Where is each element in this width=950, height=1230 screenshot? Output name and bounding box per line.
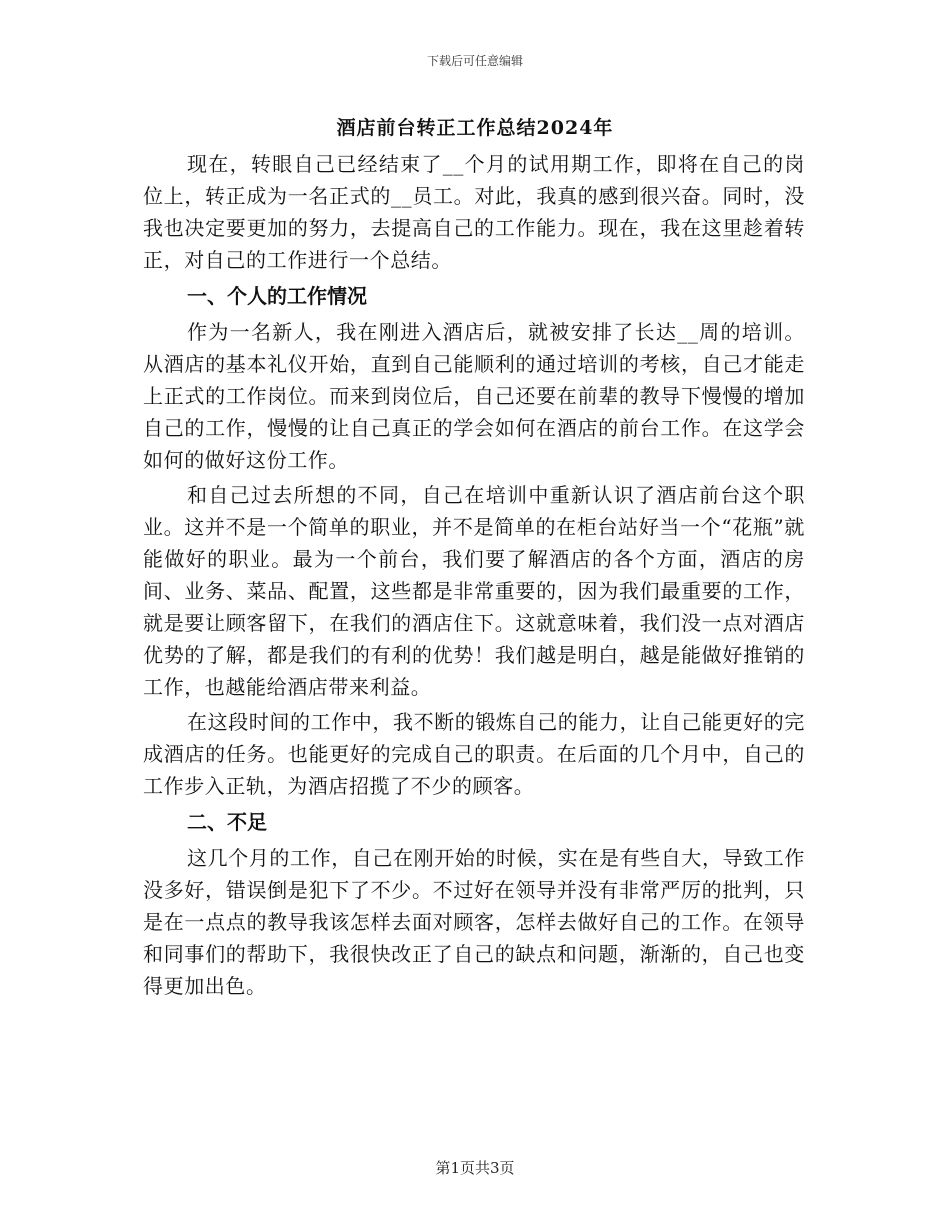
header-note: 下载后可任意编辑 <box>426 54 523 68</box>
intro-paragraph: 现在，转眼自己已经结束了__个月的试用期工作，即将在自己的岗位上，转正成为一名正式的__员工。对此，我真的感到很兴奋。同时，没我也决定要更加的努力，去提高自己的工作能力。现在，我在这里趁着转正，对自己的工作进行一个总结。 <box>143 152 805 272</box>
body-paragraph: 在这段时间的工作中，我不断的锻炼自己的能力，让自己能更好的完成酒店的任务。也能更好的完成自己的职责。在后面的几个月中，自己的工作步入正轨，为酒店招揽了不少的顾客。 <box>143 710 805 798</box>
body-paragraph: 这几个月的工作，自己在刚开始的时候，实在是有些自大，导致工作没多好，错误倒是犯下了不少。不过好在领导并没有非常严厉的批判，只是在一点点的教导我该怎样去面对顾客，怎样去做好自己的工作。在领导和同事们的帮助下，我很快改正了自己的缺点和问题，渐渐的，自己也变得更加出色。 <box>143 846 805 998</box>
document-title: 酒店前台转正工作总结2024年 <box>336 117 614 139</box>
body-paragraph: 和自己过去所想的不同，自己在培训中重新认识了酒店前台这个职业。这并不是一个简单的职业，并不是简单的在柜台站好当一个“花瓶”就能做好的职业。最为一个前台，我们要了解酒店的各个方面，酒店的房间、业务、菜品、配置，这些都是非常重要的，因为我们最重要的工作，就是要让顾客留下，在我们的酒店住下。这就意味着，我们没一点对酒店优势的了解，都是我们的有利的优势！我们越是明白，越是能做好推销的工作，也越能给酒店带来利益。 <box>143 483 805 699</box>
section-heading-shortcomings: 二、不足 <box>187 810 267 834</box>
body-paragraph: 作为一名新人，我在刚进入酒店后，就被安排了长达__周的培训。从酒店的基本礼仪开始，直到自己能顺利的通过培训的考核，自己才能走上正式的工作岗位。而来到岗位后，自己还要在前辈的教导下慢慢的增加自己的工作，慢慢的让自己真正的学会如何在酒店的前台工作。在这学会如何的做好这份工作。 <box>143 320 805 472</box>
page-footer: 第1页共3页 <box>435 1159 515 1177</box>
document-body <box>143 148 805 1002</box>
section-heading-work-status: 一、个人的工作情况 <box>187 284 367 308</box>
